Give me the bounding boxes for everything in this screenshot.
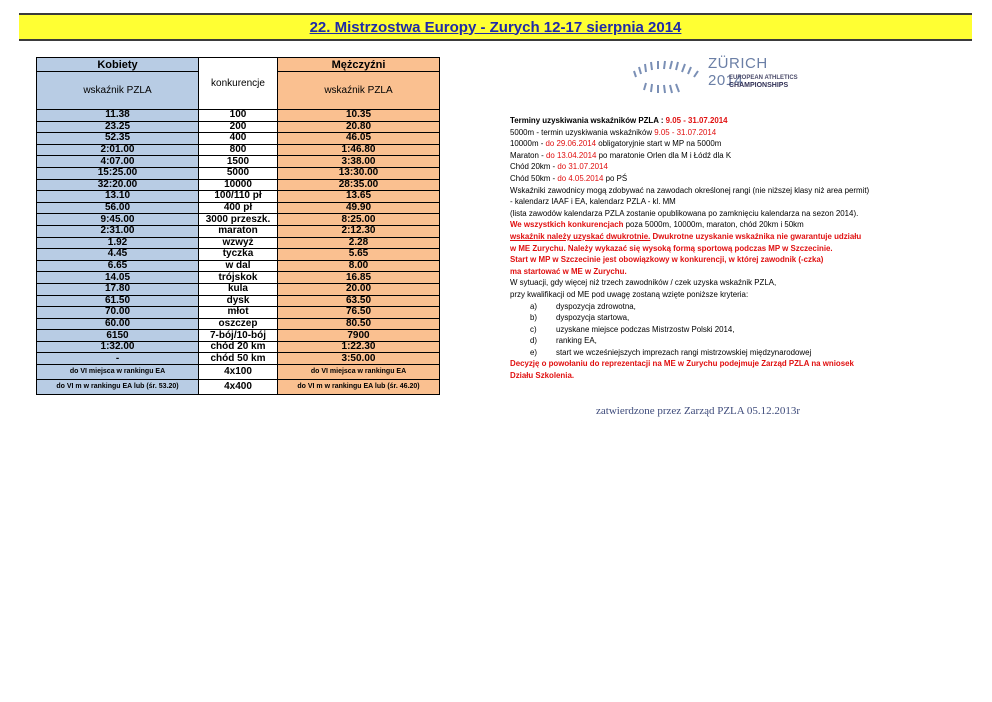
- women-value: 70.00: [37, 307, 199, 319]
- note-text: wskaźnik należy uzyskać dwukrotnie.: [510, 231, 651, 241]
- men-value: 8:25.00: [278, 214, 440, 226]
- women-value: 17.80: [37, 283, 199, 295]
- event-name: 4x100: [199, 365, 278, 380]
- list-item: [510, 324, 970, 336]
- note-text: po PŚ: [603, 173, 628, 183]
- criterion-marker: a): [530, 301, 538, 311]
- note-line: Decyzję o powołaniu do reprezentacji na ME w Zurychu podejmuje Zarząd PZLA na wniosek: [510, 359, 854, 369]
- note-line: przy kwalifikacji od ME pod uwagę zostaną wzięte poniższe kryteria:: [510, 289, 749, 299]
- logo-line2: CHAMPIONSHIPS: [729, 82, 789, 89]
- men-value: 46.05: [278, 133, 440, 145]
- women-value: 4.45: [37, 249, 199, 261]
- list-item: [510, 347, 970, 359]
- note-date: do 31.07.2014: [557, 162, 608, 172]
- table-row: [37, 133, 440, 145]
- women-subheader: wskaźnik PZLA: [37, 72, 199, 110]
- women-value: 60.00: [37, 318, 199, 330]
- men-value: 8.00: [278, 260, 440, 272]
- criterion-text: dyspozycja startowa,: [556, 313, 630, 323]
- note-date: do 4.05.2014: [557, 173, 604, 183]
- criteria-list: [510, 301, 970, 359]
- table-row: [37, 353, 440, 365]
- event-name: 400: [199, 133, 278, 145]
- men-value: 5.65: [278, 249, 440, 261]
- event-name: oszczep: [199, 318, 278, 330]
- list-item: [510, 312, 970, 324]
- logo-city: ZÜRICH 2014: [708, 55, 768, 89]
- men-value: 13:30.00: [278, 167, 440, 179]
- note-line: W sytuacji, gdy więcej niż trzech zawodników / czek uzyska wskaźnik PZLA,: [510, 278, 777, 288]
- note-line: - kalendarz IAAF i EA, kalendarz PZLA - kl. MM: [510, 197, 676, 207]
- note-text: Dwukrotne uzyskanie wskaźnika nie gwarantuje udziału: [650, 231, 862, 241]
- men-header: Mężczyźni: [278, 58, 440, 72]
- list-item: [510, 301, 970, 313]
- table-row: [37, 380, 440, 395]
- list-item: [510, 335, 970, 347]
- note-line: Wskaźniki zawodnicy mogą zdobywać na zawodach określonej rangi (nie niższej klasy niż area permit): [510, 185, 870, 195]
- event-name: chód 50 km: [199, 353, 278, 365]
- note-line: w ME Zurychu. Należy wykazać się wysoką formą sportową podczas MP w Szczecinie.: [510, 243, 833, 253]
- table-row: [37, 330, 440, 342]
- table-row: [37, 318, 440, 330]
- criterion-marker: b): [530, 313, 538, 323]
- criterion-text: uzyskane miejsce podczas Mistrzostw Polski 2014,: [556, 324, 735, 334]
- men-value: 3:38.00: [278, 156, 440, 168]
- women-value: do VI miejsca w rankingu EA: [37, 365, 199, 380]
- table-row: [37, 260, 440, 272]
- note-text: obligatoryjnie start w MP na 5000m: [596, 139, 722, 149]
- men-value: 16.85: [278, 272, 440, 284]
- women-value: 2:01.00: [37, 144, 199, 156]
- table-row: [37, 283, 440, 295]
- women-value: 6.65: [37, 260, 199, 272]
- men-value: 1:22.30: [278, 341, 440, 353]
- event-name: 5000: [199, 167, 278, 179]
- criterion-text: dyspozycja zdrowotna,: [556, 301, 636, 311]
- criterion-marker: d): [530, 336, 538, 346]
- women-header: Kobiety: [37, 58, 199, 72]
- event-name: 200: [199, 121, 278, 133]
- event-name: 7-bój/10-bój: [199, 330, 278, 342]
- event-name: trójskok: [199, 272, 278, 284]
- note-line: (lista zawodów kalendarza PZLA zostanie opublikowana po zamknięciu kalendarza na sezon 2014).: [510, 208, 859, 218]
- note-line: [510, 138, 970, 150]
- note-date: do 29.06.2014: [545, 139, 596, 149]
- approval-signature: zatwierdzone przez Zarząd PZLA 05.12.2013r: [596, 405, 801, 417]
- page-title: 22. Mistrzostwa Europy - Zurych 12-17 sierpnia 2014: [309, 18, 682, 36]
- table-row: [37, 295, 440, 307]
- table-row: [37, 121, 440, 133]
- qualification-table: [36, 57, 440, 395]
- men-value: do VI m w rankingu EA lub (śr. 46.20): [278, 380, 440, 395]
- women-value: 4:07.00: [37, 156, 199, 168]
- men-value: 63.50: [278, 295, 440, 307]
- men-value: 20.00: [278, 283, 440, 295]
- men-subheader: wskaźnik PZLA: [278, 72, 440, 110]
- note-text: We wszystkich konkurencjach: [510, 220, 624, 230]
- men-value: 2.28: [278, 237, 440, 249]
- event-name: 100/110 pł: [199, 191, 278, 203]
- event-name: w dal: [199, 260, 278, 272]
- women-value: 56.00: [37, 202, 199, 214]
- women-value: 32:20.00: [37, 179, 199, 191]
- women-value: 9:45.00: [37, 214, 199, 226]
- men-value: 76.50: [278, 307, 440, 319]
- table-row: [37, 179, 440, 191]
- table-row: [37, 144, 440, 156]
- men-value: 2:12.30: [278, 225, 440, 237]
- events-header: konkurencje: [199, 58, 278, 110]
- women-value: 6150: [37, 330, 199, 342]
- note-text: po maratonie Orlen dla M i Łódź dla K: [596, 150, 732, 160]
- event-name: chód 20 km: [199, 341, 278, 353]
- women-value: 2:31.00: [37, 225, 199, 237]
- men-value: 7900: [278, 330, 440, 342]
- criterion-text: ranking EA,: [556, 336, 597, 346]
- table-row: [37, 341, 440, 353]
- event-name: tyczka: [199, 249, 278, 261]
- note-line: [510, 150, 970, 162]
- women-value: 52.35: [37, 133, 199, 145]
- women-value: 1:32.00: [37, 341, 199, 353]
- note-date: 9.05 - 31.07.2014: [665, 116, 728, 125]
- men-value: 3:50.00: [278, 353, 440, 365]
- note-line: [510, 173, 970, 185]
- note-date: 9.05 - 31.07.2014: [654, 127, 717, 137]
- women-value: 11.38: [37, 110, 199, 122]
- table-row: [37, 237, 440, 249]
- event-name: młot: [199, 307, 278, 319]
- men-value: 20.80: [278, 121, 440, 133]
- criterion-marker: c): [530, 324, 537, 334]
- table-row: [37, 249, 440, 261]
- title-banner: [19, 13, 972, 41]
- note-date: do 13.04.2014: [545, 150, 597, 160]
- table-row: [37, 225, 440, 237]
- men-value: 13.65: [278, 191, 440, 203]
- note-line: [510, 219, 970, 231]
- table-row: [37, 307, 440, 319]
- note-text: Terminy uzyskiwania wskaźników PZLA :: [510, 116, 666, 125]
- event-name: 1500: [199, 156, 278, 168]
- table-row: [37, 156, 440, 168]
- table-row: [37, 214, 440, 226]
- men-value: 1:46.80: [278, 144, 440, 156]
- note-text: Chód 20km -: [510, 162, 558, 172]
- note-line: [510, 115, 970, 127]
- women-value: 13.10: [37, 191, 199, 203]
- women-value: 61.50: [37, 295, 199, 307]
- event-name: dysk: [199, 295, 278, 307]
- note-text: 5000m - termin uzyskiwania wskaźników: [510, 127, 655, 137]
- note-text: Maraton -: [510, 150, 546, 160]
- table-row: [37, 365, 440, 380]
- note-line: [510, 161, 970, 173]
- table-row: [37, 202, 440, 214]
- note-line: ma startować w ME w Zurychu.: [510, 266, 627, 276]
- stadium-icon: [632, 55, 704, 95]
- note-line: Start w MP w Szczecinie jest obowiązkowy w konkurencji, w której zawodnik (-czka): [510, 255, 824, 265]
- note-line: [510, 231, 970, 243]
- event-name: kula: [199, 283, 278, 295]
- table-row: [37, 167, 440, 179]
- men-value: 80.50: [278, 318, 440, 330]
- men-value: 49.90: [278, 202, 440, 214]
- event-name: 400 pł: [199, 202, 278, 214]
- qualification-notes: [510, 115, 970, 382]
- men-value: 28:35.00: [278, 179, 440, 191]
- event-name: 100: [199, 110, 278, 122]
- table-row: [37, 110, 440, 122]
- note-line: Działu Szkolenia.: [510, 371, 575, 381]
- women-value: 15:25.00: [37, 167, 199, 179]
- note-text: Chód 50km -: [510, 173, 558, 183]
- zurich-2014-logo: [632, 55, 802, 95]
- criterion-marker: e): [530, 347, 538, 357]
- note-line: [510, 127, 970, 139]
- note-text: poza 5000m, 10000m, maraton, chód 20km i 50km: [623, 220, 804, 230]
- women-value: do VI m w rankingu EA lub (śr. 53.20): [37, 380, 199, 395]
- table-row: [37, 272, 440, 284]
- event-name: 10000: [199, 179, 278, 191]
- event-name: 800: [199, 144, 278, 156]
- event-name: 4x400: [199, 380, 278, 395]
- women-value: -: [37, 353, 199, 365]
- women-value: 23.25: [37, 121, 199, 133]
- men-value: do VI miejsca w rankingu EA: [278, 365, 440, 380]
- table-row: [37, 191, 440, 203]
- criterion-text: start we wcześniejszych imprezach rangi mistrzowskiej międzynarodowej: [556, 347, 812, 357]
- logo-line1: EUROPEAN ATHLETICS: [729, 75, 798, 81]
- men-value: 10.35: [278, 110, 440, 122]
- women-value: 1.92: [37, 237, 199, 249]
- note-text: 10000m -: [510, 139, 546, 149]
- event-name: 3000 przeszk.: [199, 214, 278, 226]
- event-name: wzwyż: [199, 237, 278, 249]
- women-value: 14.05: [37, 272, 199, 284]
- event-name: maraton: [199, 225, 278, 237]
